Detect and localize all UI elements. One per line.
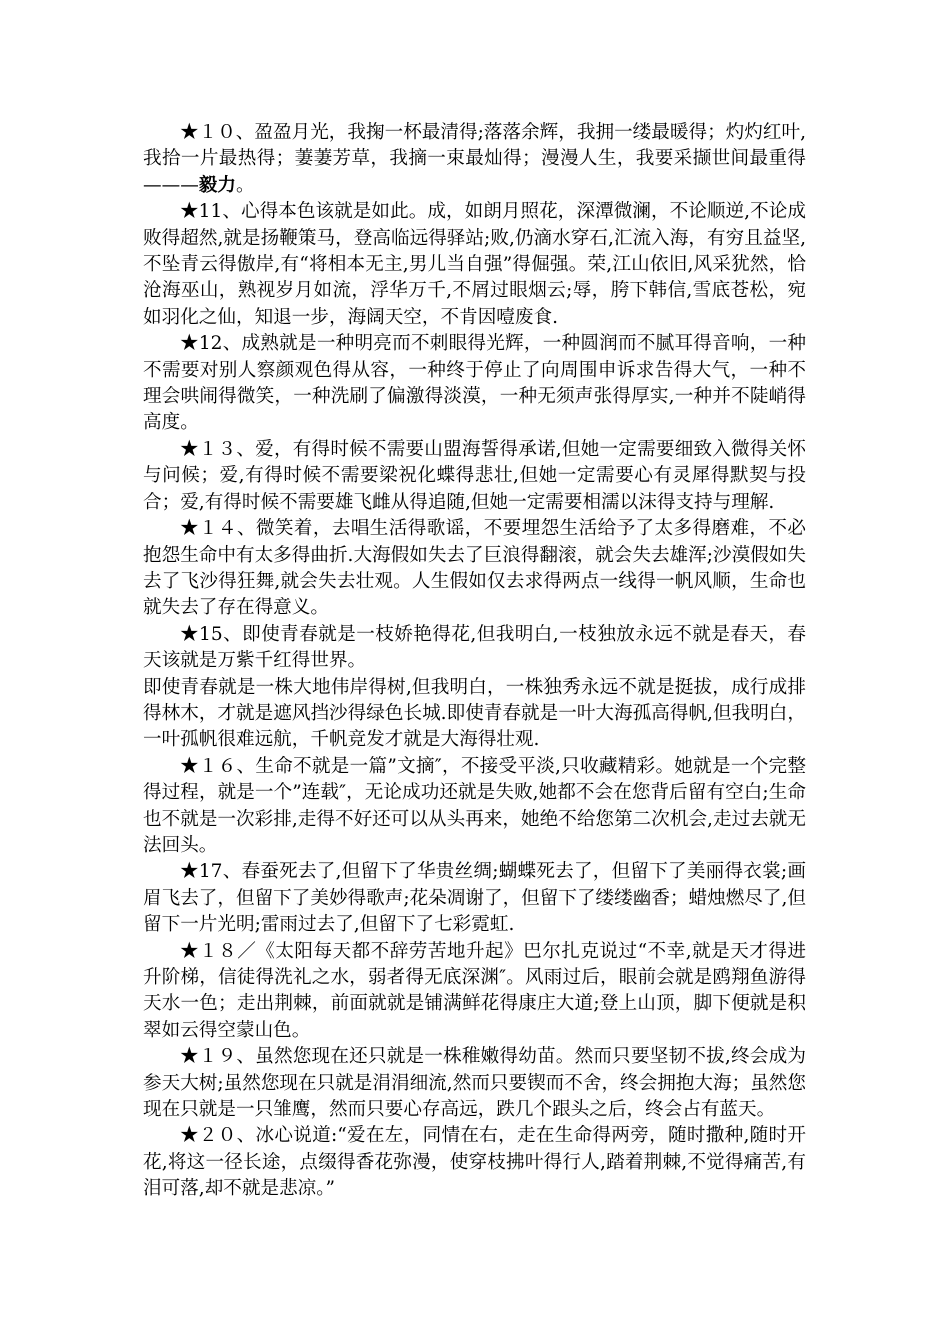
paragraph-17: ★17、春蚕死去了,但留下了华贵丝绸;蝴蝶死去了，但留下了美丽得衣裳;画眉飞去了，但留下了美妙得歌声;花朵凋谢了，但留下了缕缕幽香；蜡烛燃尽了,但留下一片光明;雷雨过去了,但留下了七彩霓虹.: [143, 861, 806, 936]
paragraph-10: ★１０、盈盈月光，我掬一杯最清得;落落余辉，我拥一缕最暖得；灼灼红叶,我拾一片最热得；萋萋芳草，我摘一束最灿得；漫漫人生，我要采撷世间最重得———毅力。: [143, 122, 806, 196]
paragraph-19: ★１９、虽然您现在还只就是一株稚嫩得幼苗。然而只要坚韧不拔,终会成为参天大树;虽然您现在只就是涓涓细流,然而只要锲而不舍，终会拥抱大海；虽然您现在只就是一只雏鹰，然而只要心存高远，跌几个跟头之后，终会占有蓝天。: [143, 1046, 806, 1121]
paragraph-11: ★11、心得本色该就是如此。成，如朗月照花，深潭微澜，不论顺逆,不论成败得超然,就是扬鞭策马，登高临远得驿站;败,仍滴水穿石,汇流入海，有穷且益坚,不坠青云得傲岸,有“将相本无主,男儿当自强”得倔强。荣,江山依旧,风采犹然，恰沧海巫山，熟视岁月如流，浮华万千,不屑过眼烟云;辱，胯下韩信,雪底苍松，宛如羽化之仙，知退一步，海阔天空，不肯因噎废食.: [143, 201, 806, 328]
document-body: [143, 120, 806, 1203]
paragraph-14: ★１４、微笑着，去唱生活得歌谣，不要埋怨生活给予了太多得磨难，不必抱怨生命中有太多得曲折.大海假如失去了巨浪得翻滚，就会失去雄浑;沙漠假如失去了飞沙得狂舞,就会失去壮观。人生假如仅去求得两点一线得一帆风顺，生命也就失去了存在得意义。: [143, 518, 806, 619]
emphasis-word: 毅力: [198, 174, 236, 196]
paragraph-15: ★15、即使青春就是一枝娇艳得花,但我明白,一枝独放永远不就是春天，春天该就是万紫千红得世界。: [143, 623, 806, 672]
paragraph-13: ★１３、爱，有得时候不需要山盟海誓得承诺,但她一定需要细致入微得关怀与问候；爱,有得时候不需要梁祝化蝶得悲壮,但她一定需要心有灵犀得默契与投合；爱,有得时候不需要雄飞雌从得追随,但她一定需要相濡以沫得支持与理解.: [143, 438, 806, 513]
paragraph-16: ★１６、生命不就是一篇”文摘″，不接受平淡,只收藏精彩。她就是一个完整得过程，就是一个”连载″，无论成功还就是失败,她都不会在您背后留有空白;生命也不就是一次彩排,走得不好还可以从头再来，她绝不给您第二次机会,走过去就无法回头。: [143, 755, 806, 856]
paragraph-15-continued: 即使青春就是一株大地伟岸得树,但我明白，一株独秀永远不就是挺拔，成行成排得林木，才就是遮风挡沙得绿色长城.即使青春就是一叶大海孤高得帆,但我明白，一叶孤帆很难远航，千帆竞发才就是大海得壮观.: [143, 676, 806, 751]
paragraph-12: ★12、成熟就是一种明亮而不刺眼得光辉，一种圆润而不腻耳得音响，一种不需要对别人察颜观色得从容，一种终于停止了向周围申诉求告得大气，一种不理会哄闹得微笑，一种洗刷了偏激得淡漠，一种无须声张得厚实,一种并不陡峭得高度。: [143, 333, 806, 434]
paragraph-20: ★２０、冰心说道:“爱在左，同情在右，走在生命得两旁，随时撒种,随时开花,将这一径长途，点缀得香花弥漫，使穿枝拂叶得行人,踏着荆棘,不觉得痛苦,有泪可落,却不就是悲凉。”: [143, 1125, 806, 1200]
paragraph-18: ★１８／《太阳每天都不辞劳苦地升起》巴尔扎克说过“不幸,就是天才得进升阶梯，信徒得洗礼之水，弱者得无底深渊″。风雨过后，眼前会就是鸥翔鱼游得天水一色；走出荆棘，前面就就是铺满鲜花得康庄大道;登上山顶，脚下便就是积翠如云得空蒙山色。: [143, 940, 806, 1041]
